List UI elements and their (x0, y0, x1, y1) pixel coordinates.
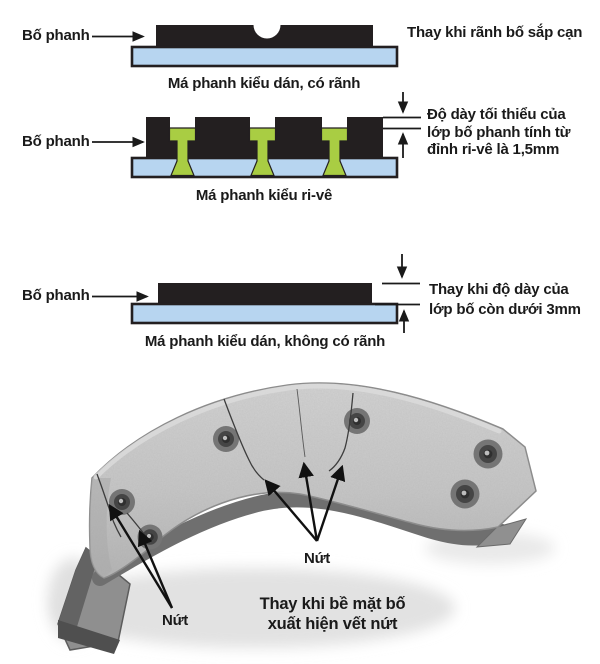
diagram-caption: Má phanh kiểu ri-vê (195, 187, 333, 204)
diagram-glued-plain (92, 254, 420, 333)
diagram-caption: Má phanh kiểu dán, có rãnh (167, 75, 361, 92)
lining-label: Bố phanh (22, 287, 90, 304)
photo-note-line: Thay khi bề mặt bố (259, 595, 406, 613)
thickness-measure (383, 92, 421, 158)
pad-block (275, 117, 322, 137)
crack-label: Nứt (303, 550, 331, 567)
rivet-hole (474, 440, 503, 469)
photo-note (225, 594, 440, 634)
wear-note (427, 106, 570, 159)
pad-block (347, 117, 383, 137)
groove-notch (254, 12, 281, 39)
backing-plate (132, 304, 397, 323)
pad-block (146, 117, 170, 137)
wear-note: Thay khi rãnh bố sắp cạn (407, 24, 583, 41)
rivet-hole (451, 480, 480, 509)
wear-note-line: Độ dày tối thiểu của (427, 106, 566, 123)
wear-note (429, 280, 581, 320)
diagram-caption: Má phanh kiểu dán, không có rãnh (144, 333, 386, 350)
wear-note-line: lớp bố phanh tính từ (427, 123, 571, 141)
photo-note-line: xuất hiện vết nứt (267, 615, 398, 633)
rivet-hole (344, 408, 370, 434)
lining-label: Bố phanh (22, 133, 90, 150)
pad-lining (158, 283, 372, 303)
crack-label: Nứt (161, 612, 189, 629)
rivet-hole (213, 426, 239, 452)
diagram-riveted (92, 92, 421, 177)
wear-note-line: đỉnh ri-vê là 1,5mm (427, 141, 560, 158)
wear-note-line: lớp bố còn dưới 3mm (429, 301, 581, 318)
wear-note-line: Thay khi độ dày của (429, 281, 569, 298)
backing-plate (132, 47, 397, 66)
pad-block (195, 117, 250, 137)
diagram-glued-grooved (92, 12, 397, 67)
lining-label: Bố phanh (22, 27, 90, 44)
